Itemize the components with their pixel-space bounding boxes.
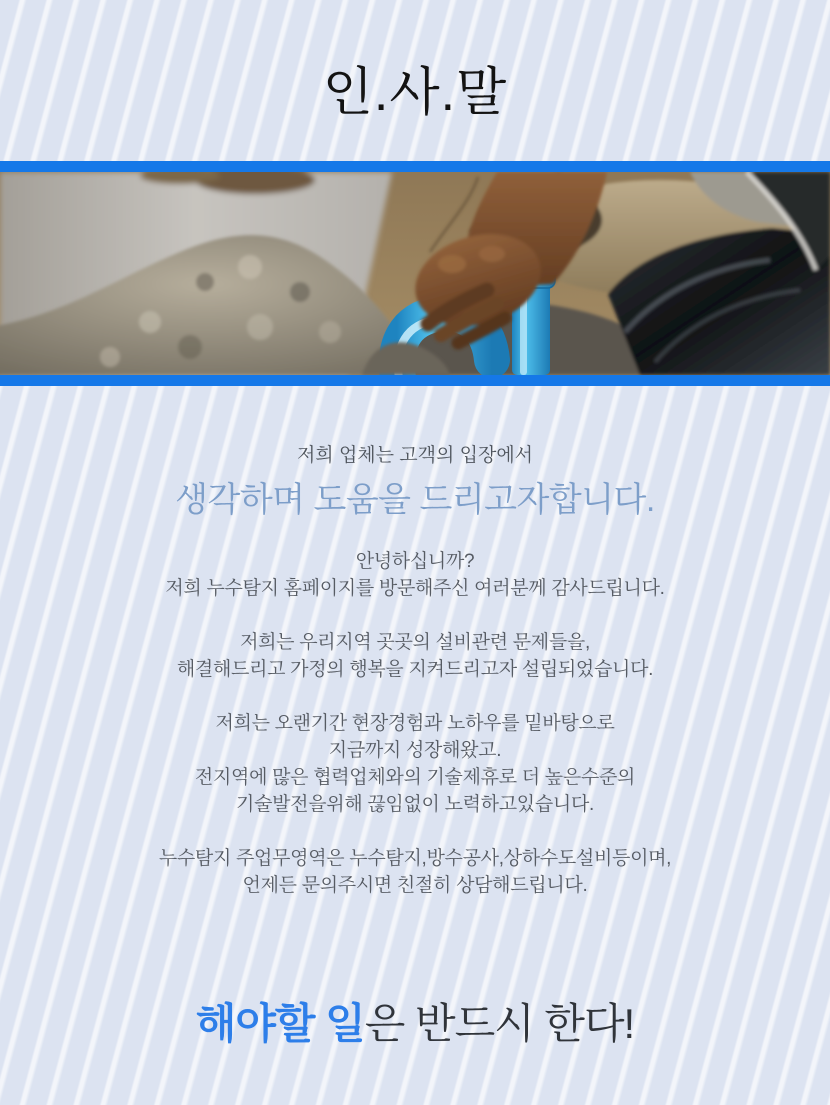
- paragraph-line: 전지역에 많은 협력업체와의 기술제휴로 더 높은수준의: [194, 767, 636, 788]
- greeting-paragraph-3: [0, 710, 830, 818]
- paragraph-line: 기술발전을위해 끊임없이 노력하고있습니다.: [236, 794, 594, 815]
- greeting-paragraph-1: [0, 548, 830, 602]
- paragraph-line: 지금까지 성장해왔고.: [328, 740, 502, 761]
- paragraph-line: 해결해드리고 가정의 행복을 지켜드리고자 설립되었습니다.: [176, 659, 654, 680]
- page-title: 인.사.말: [322, 64, 508, 122]
- intro-headline: 생각하며 도움을 드리고자합니다.: [175, 481, 655, 519]
- greeting-content: [0, 386, 830, 1049]
- paragraph-line: 안녕하십니까?: [355, 551, 475, 572]
- intro-lead: 저희 업체는 고객의 입장에서: [296, 445, 534, 466]
- paragraph-line: 언제든 문의주시면 친절히 상담해드립니다.: [242, 875, 588, 896]
- greeting-paragraph-2: [0, 629, 830, 683]
- hero-photo-scene: [0, 172, 830, 375]
- greeting-paragraph-4: [0, 845, 830, 899]
- paragraph-line: 저희는 우리지역 곳곳의 설비관련 문제들을,: [240, 632, 590, 653]
- hero-photo: [0, 172, 830, 375]
- slogan-highlight: 해야할 일: [195, 1000, 365, 1047]
- paragraph-line: 저희는 오랜기간 현장경험과 노하우를 밑바탕으로: [215, 713, 615, 734]
- title-section: [0, 0, 830, 161]
- slogan: [0, 999, 830, 1049]
- divider-bar-bottom: [0, 375, 830, 386]
- slogan-rest: 은 반드시 한다!: [364, 1000, 635, 1047]
- paragraph-line: 저희 누수탐지 홈페이지를 방문해주신 여러분께 감사드립니다.: [165, 578, 665, 599]
- divider-bar-top: [0, 161, 830, 172]
- paragraph-line: 누수탐지 주업무영역은 누수탐지,방수공사,상하수도설비등이며,: [158, 848, 672, 869]
